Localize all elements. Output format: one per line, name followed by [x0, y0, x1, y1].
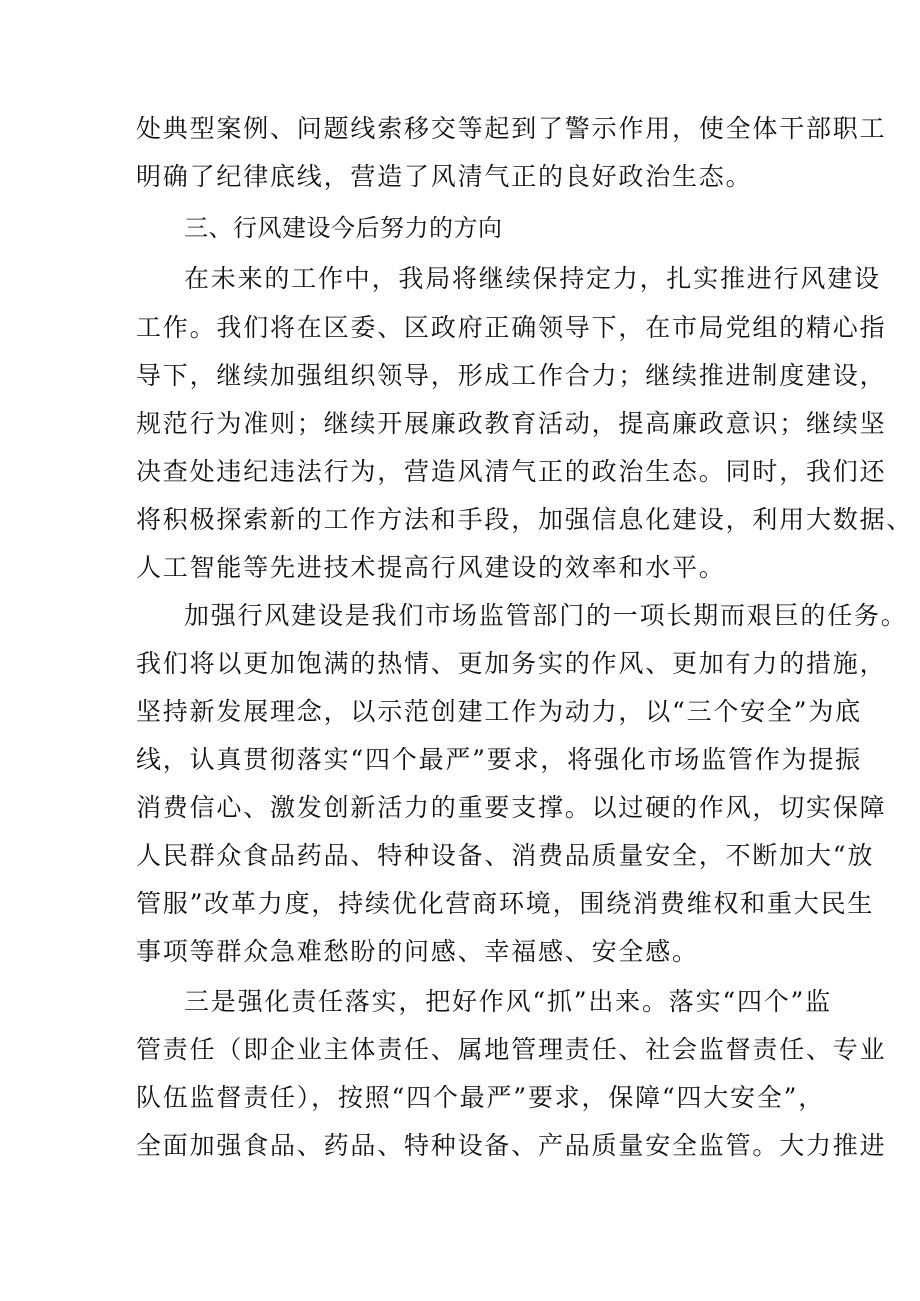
text-line: 线，认真贯彻落实“四个最严”要求，将强化市场监管作为提振: [136, 745, 862, 774]
text-line: 明确了纪律底线，营造了风清气正的良好政治生态。: [136, 162, 753, 191]
text-line: 事项等群众急难愁盼的问感、幸福感、安全感。: [136, 937, 699, 966]
text-line: 管责任（即企业主体责任、属地管理责任、社会监督责任、专业: [136, 1035, 887, 1064]
text-line: 工作。我们将在区委、区政府正确领导下，在市局党组的精心指: [136, 313, 887, 342]
text-line: 全面加强食品、药品、特种设备、产品质量安全监管。大力推进: [136, 1131, 887, 1160]
section-heading: 三、行风建设今后努力的方向: [184, 214, 503, 242]
text-line: 我们将以更加饱满的热情、更加务实的作风、更加有力的措施，: [136, 649, 887, 678]
text-line: 处典型案例、问题线索移交等起到了警示作用，使全体干部职工: [136, 114, 887, 143]
text-line: 导下，继续加强组织领导，形成工作合力；继续推进制度建设，: [136, 361, 887, 390]
text-line: 管服”改革力度，持续优化营商环境，围绕消费维权和重大民生: [136, 889, 875, 918]
text-line: 规范行为准则；继续开展廉政教育活动，提高廉政意识；继续坚: [136, 409, 887, 438]
text-line: 人工智能等先进技术提高行风建设的效率和水平。: [136, 553, 726, 582]
paragraph-first-line: 三是强化责任落实，把好作风“抓”出来。落实“四个”监: [184, 987, 832, 1016]
text-line: 决查处违纪违法行为，营造风清气正的政治生态。同时，我们还: [136, 457, 887, 486]
paragraph-first-line: 在未来的工作中，我局将继续保持定力，扎实推进行风建设: [184, 264, 881, 293]
paragraph-first-line: 加强行风建设是我们市场监管部门的一项长期而艰巨的任务。: [184, 601, 908, 630]
text-line: 队伍监督责任），按照“四个最严”要求，保障“四大安全”，: [136, 1083, 826, 1112]
text-line: 将积极探索新的工作方法和手段，加强信息化建设，利用大数据、: [136, 505, 914, 534]
text-line: 人民群众食品药品、特种设备、消费品质量安全，不断加大“放: [136, 841, 875, 870]
text-line: 消费信心、激发创新活力的重要支撑。以过硬的作风，切实保障: [136, 793, 887, 822]
text-line: 坚持新发展理念，以示范创建工作为动力，以“三个安全”为底: [136, 697, 862, 726]
